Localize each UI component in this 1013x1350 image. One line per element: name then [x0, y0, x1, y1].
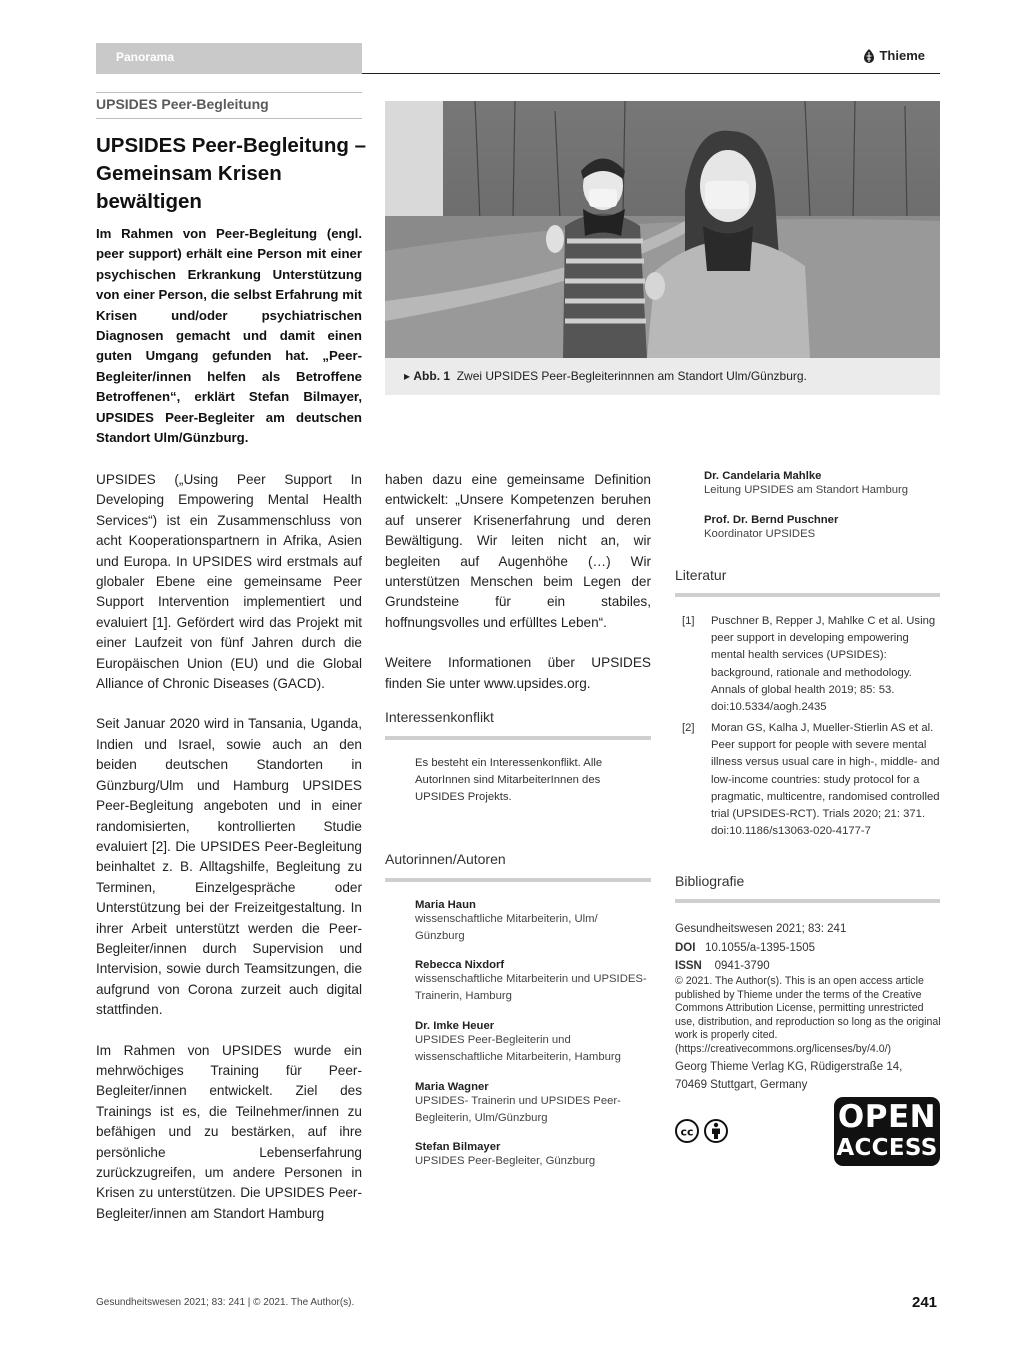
bibliography-license: © 2021. The Author(s). This is an open access article published by Thieme under the terms of the Creative Commons Attribution License, permitting unrestricted use, distribution, and reproduction so long as the original work is properly cited. (https://creativecommons.org/licenses/by/4.0/): [675, 975, 941, 1055]
body-paragraph: Seit Januar 2020 wird in Tansania, Uganda, Indien und Israel, sowie auch an den beiden deutschen Standorten in Günzburg/Ulm und Hamburg UPSIDES Peer-Begleitung angeboten und in einer randomisierten, kontrollierten Studie evaluiert [2]. Die UPSIDES Peer-Begleitung beinhaltet z. B. Alltagshilfe, Begleitung zu Terminen, Einzelgespräche oder Unterstützung bei der Freizeitgestaltung. In ihrer Arbeit unterstützt werden die Peer-Begleiter/innen durch Supervision und Intervision, sowie durch Teamsitzungen, die aufgrund von Corona zurzeit auch digital stattfinden.: [96, 716, 362, 1018]
author-entry: [415, 1081, 655, 1127]
bibliography-issn: [675, 957, 770, 975]
authors-rule: [385, 878, 651, 882]
author-entry: [415, 899, 655, 945]
author-entry: [704, 470, 944, 499]
open-access-badge: [834, 1097, 940, 1166]
author-role: Leitung UPSIDES am Standort Hamburg: [704, 484, 909, 496]
author-entry: [415, 1020, 655, 1066]
author-role: UPSIDES Peer-Begleiter, Günzburg: [415, 1155, 596, 1167]
figure-caption-box: [385, 358, 940, 395]
header-rule: [362, 73, 940, 74]
authors-heading: Autorinnen/Autoren: [385, 851, 506, 867]
article-lead: Im Rahmen von Peer-Begleitung (engl. peer support) erhält eine Person mit einer psychischen Erkrankung Unterstützung von einer Person, die selbst Erfahrung mit Krisen und/oder psychiatrischen Diagnosen gemacht und damit einen guten Umgang gefunden hat. „Peer-Begleiter/innen helfen als Betroffene Betroffenen“, erklärt Stefan Bilmayer, UPSIDES Peer-Begleiter am deutschen Standort Ulm/Günzburg.: [96, 226, 362, 446]
publisher-address-line1: Georg Thieme Verlag KG, Rüdigerstraße 14,: [675, 1061, 903, 1073]
literature-rule: [675, 593, 940, 597]
open-access-line2: ACCESS: [836, 1135, 938, 1161]
author-name: Dr. Candelaria Mahlke: [704, 470, 822, 482]
reference-item: [682, 720, 947, 840]
svg-text:cc: cc: [680, 1125, 694, 1139]
author-role: wissenschaftliche Mitarbeiterin und UPSIDES-Trainerin, Hamburg: [415, 973, 647, 1002]
figure-photo: [385, 101, 940, 358]
reference-item: [682, 613, 947, 717]
author-name: Maria Haun: [415, 899, 476, 911]
publisher-name: Thieme: [879, 48, 925, 63]
kicker: UPSIDES Peer-Begleitung: [96, 96, 269, 112]
author-name: Dr. Imke Heuer: [415, 1020, 495, 1032]
publisher-address-line2: 70469 Stuttgart, Germany: [675, 1079, 808, 1091]
section-tag: [96, 43, 362, 74]
author-name: Rebecca Nixdorf: [415, 959, 505, 971]
page-number: 241: [912, 1294, 938, 1311]
open-access-line1: OPEN: [837, 1099, 937, 1135]
caption-arrow-icon: ▸: [404, 369, 411, 383]
author-name: Prof. Dr. Bernd Puschner: [704, 514, 839, 526]
issn-label: ISSN: [675, 960, 702, 972]
thieme-logo-icon: [863, 49, 875, 63]
figure-label: Abb. 1: [413, 369, 451, 383]
conflict-rule: [385, 736, 651, 740]
conflict-text: Es besteht ein Interessenkonflikt. Alle AutorInnen sind MitarbeiterInnen des UPSIDES Projekts.: [415, 757, 603, 803]
cc-by-icon: [675, 1118, 729, 1144]
body-paragraph: Weitere Informationen über UPSIDES finden Sie unter www.upsides.org.: [385, 655, 651, 691]
section-tag-label: Panorama: [116, 50, 175, 64]
figure-caption: [404, 369, 807, 383]
body-paragraph: haben dazu eine gemeinsame Definition entwickelt: „Unsere Kompetenzen beruhen auf unserer Krisenerfahrung und deren Bewältigung. Wir leiten nicht an, wir begleiten auf Augenhöhe (…) Wir unterstützen Menschen beim Legen der Grundsteine für ein stabiles, hoffnungsvolles und erfülltes Leben“.: [385, 472, 651, 630]
author-role: Koordinator UPSIDES: [704, 528, 816, 540]
body-column-1: [96, 470, 362, 1244]
body-paragraph: UPSIDES („Using Peer Support In Developing Empowering Mental Health Services“) ist ein Zusammenschluss von acht Kooperationspartnern in Afrika, Asien und Europa. In UPSIDES wird erstmals auf globaler Ebene eine gemeinsame Peer Support Intervention implementiert und evaluiert [1]. Gefördert wird das Projekt mit einer Laufzeit von fünf Jahren durch die Europäischen Union (EU) und die Global Alliance of Chronic Diseases (GACD).: [96, 472, 362, 692]
author-role: UPSIDES- Trainerin und UPSIDES Peer-Begleiterin, Ulm/Günzburg: [415, 1095, 621, 1124]
author-name: Stefan Bilmayer: [415, 1141, 501, 1153]
conflict-heading: Interessenkonflikt: [385, 709, 494, 725]
author-role: wissenschaftliche Mitarbeiterin, Ulm/ Günzburg: [415, 913, 598, 942]
doi-value: 10.1055/a-1395-1505: [705, 942, 816, 954]
issn-value: 0941-3790: [714, 960, 770, 972]
author-name: Maria Wagner: [415, 1081, 489, 1093]
figure-caption-text: Zwei UPSIDES Peer-Begleiterinnnen am Standort Ulm/Günzburg.: [456, 369, 807, 383]
author-entry: [704, 514, 944, 543]
reference-number: [2]: [682, 722, 695, 734]
reference-text: Puschner B, Repper J, Mahlke C et al. Using peer support in developing empowering mental health services (UPSIDES): background, rationale and methodology. Annals of global health 2019; 85: 53. doi:10.5334/aogh.2435: [711, 615, 936, 714]
body-paragraph: Im Rahmen von UPSIDES wurde ein mehrwöchiges Training für Peer-Begleiter/innen entwickelt. Ziel des Trainings ist es, die Teilnehmer/innen zu befähigen und zu bestärken, auf ihre persönliche Lebenserfahrung zurückzugreifen, um andere Personen in Krisen zu unterstützen. Die UPSIDES Peer-Begleiter/innen am Standort Hamburg: [96, 1042, 362, 1221]
literature-heading: Literatur: [675, 567, 727, 583]
publisher-logo: [863, 48, 925, 63]
author-entry: [415, 959, 655, 1005]
reference-number: [1]: [682, 615, 695, 627]
article-title: UPSIDES Peer-Begleitung – Gemeinsam Krisen bewältigen: [96, 134, 366, 213]
reference-text: Moran GS, Kalha J, Mueller-Stierlin AS et al. Peer support for people with severe mental illness versus usual care in high-, middle- and low-income countries: study protocol for a pragmatic, multicentre, randomised controlled trial (UPSIDES-RCT). Trials 2020; 21: 371. doi:10.1186/s13063-020-4177-7: [711, 722, 940, 838]
bibliography-doi: [675, 939, 815, 957]
bibliography-rule: [675, 899, 940, 903]
author-role: UPSIDES Peer-Begleiterin und wissenschaftliche Mitarbeiterin, Hamburg: [415, 1034, 621, 1063]
kicker-rule-bottom: [96, 118, 362, 119]
bibliography-journal: Gesundheitswesen 2021; 83: 241: [675, 923, 847, 935]
author-entry: [415, 1141, 655, 1170]
doi-label: DOI: [675, 942, 696, 954]
kicker-rule: [96, 92, 362, 93]
body-column-2: [385, 470, 651, 714]
footer-citation: Gesundheitswesen 2021; 83: 241 | © 2021. The Author(s).: [96, 1297, 355, 1308]
bibliography-heading: Bibliografie: [675, 873, 745, 889]
